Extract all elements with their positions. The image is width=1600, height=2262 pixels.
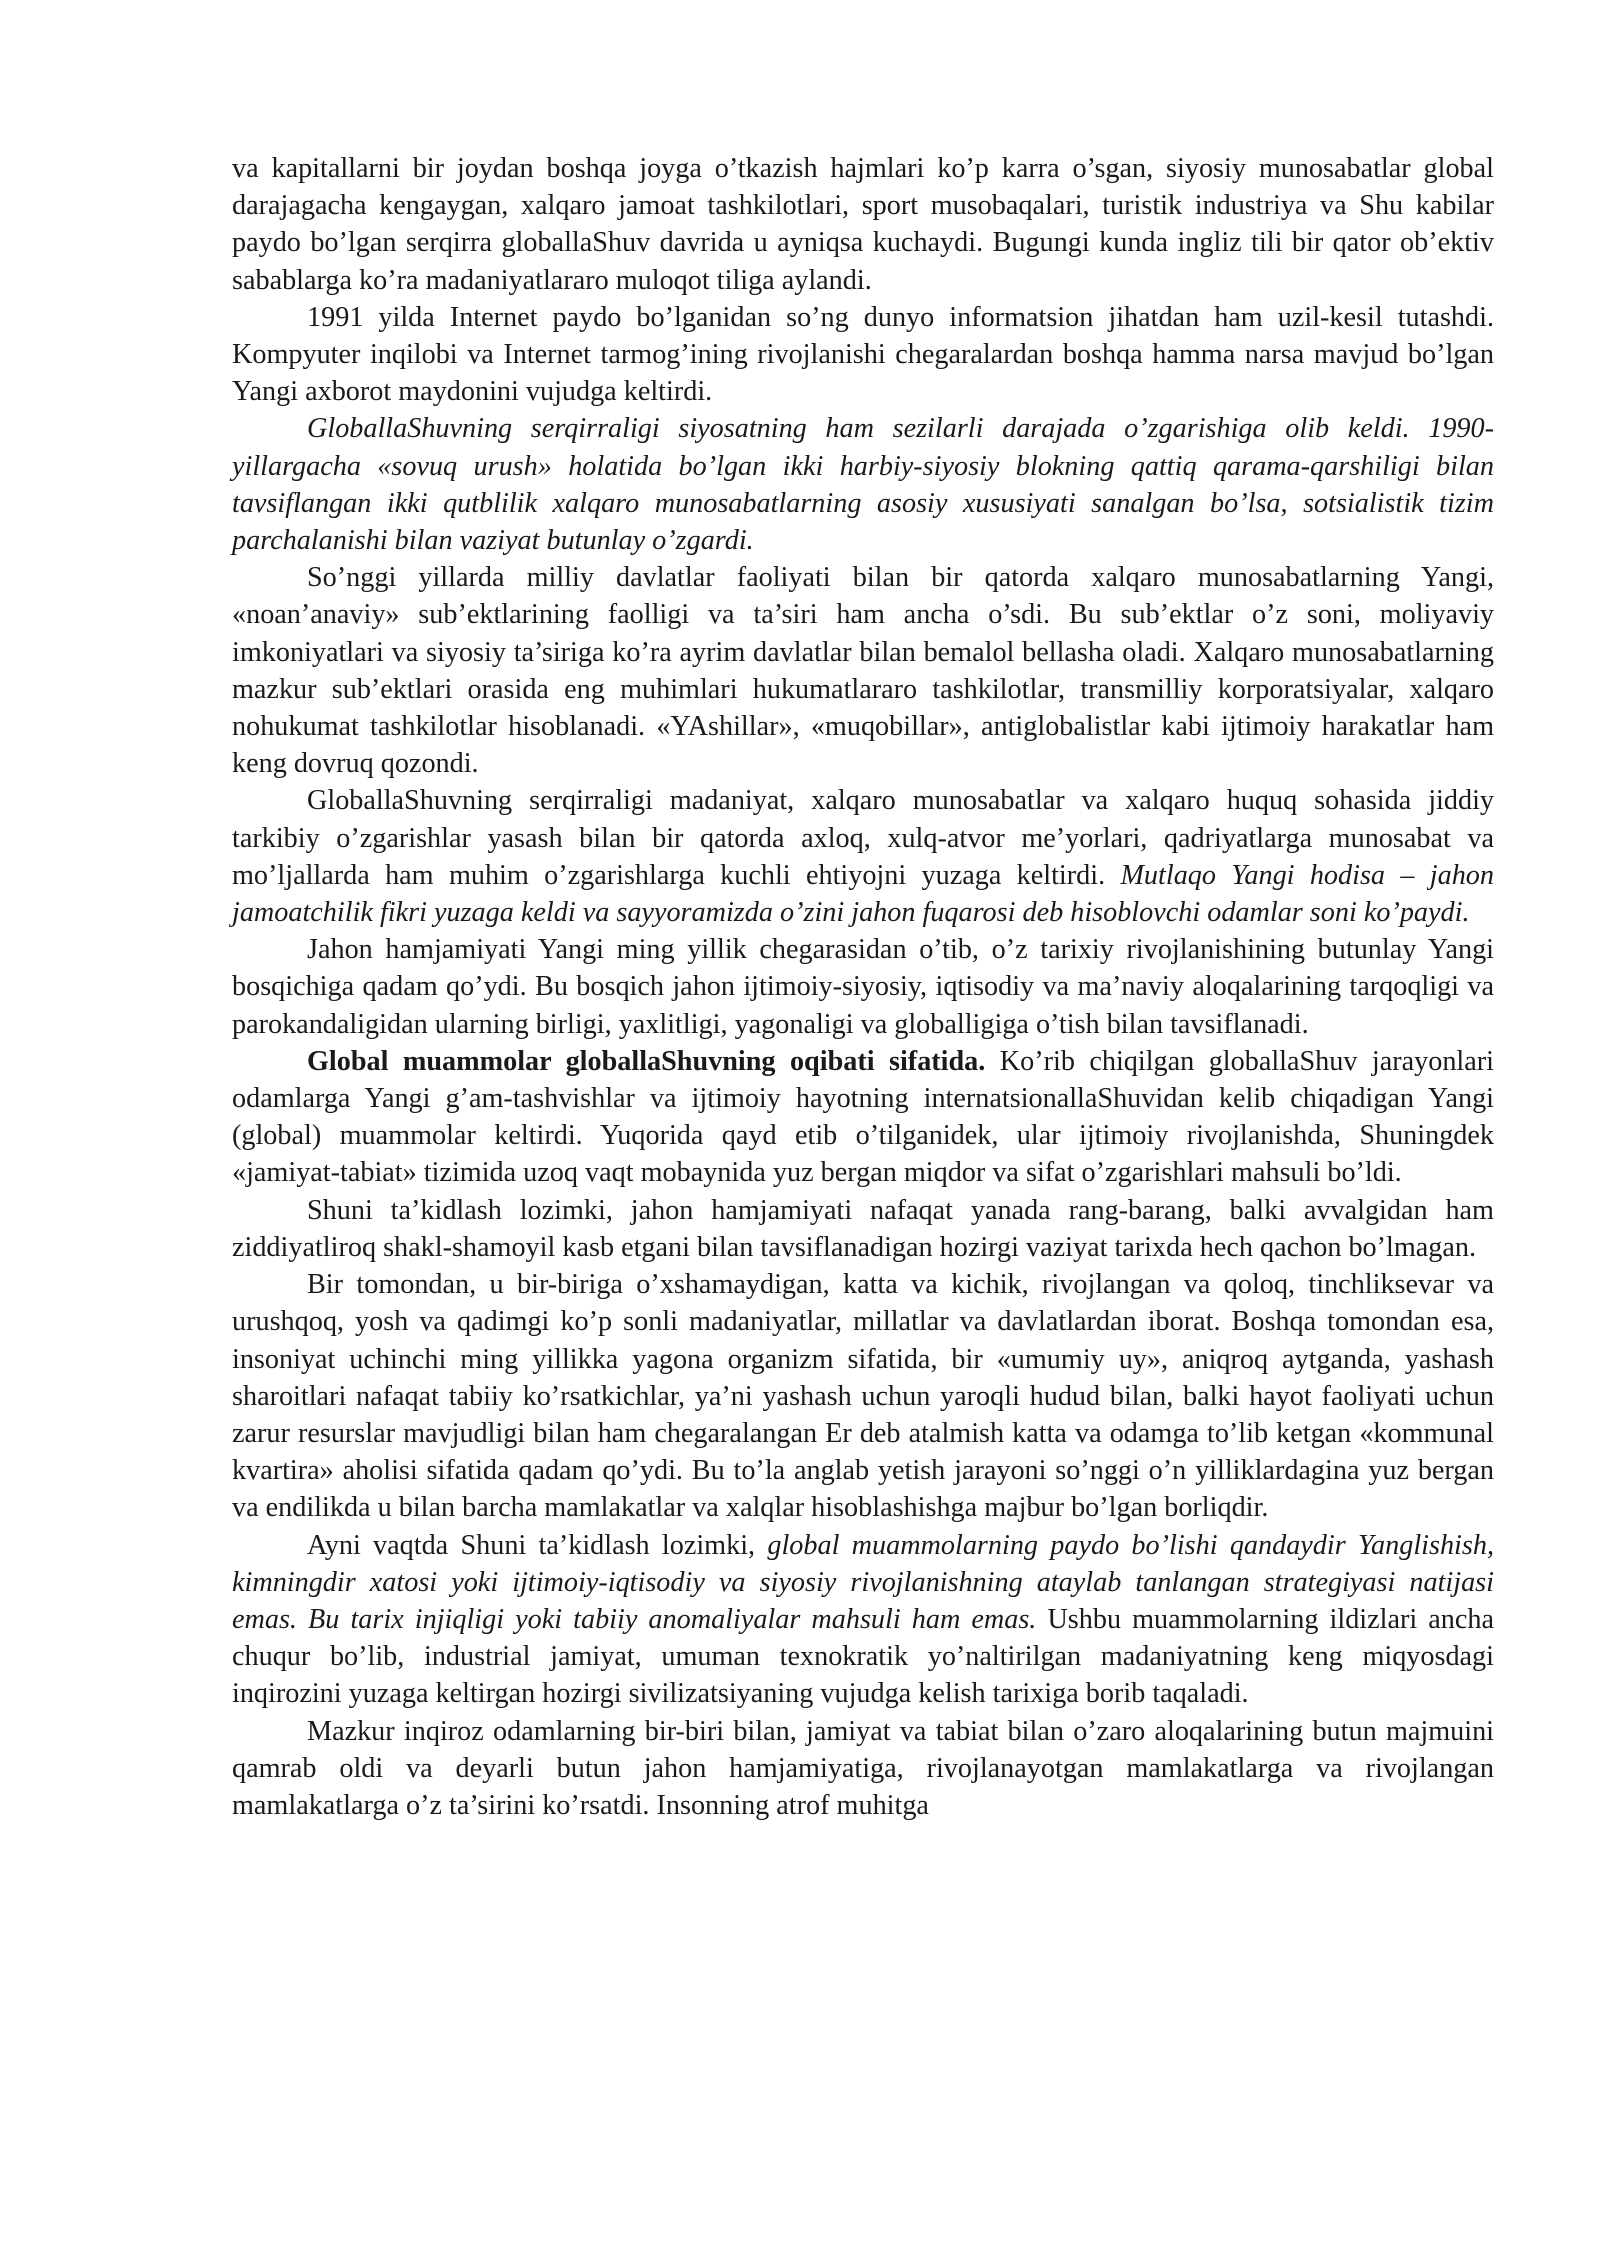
paragraph (232, 410, 1494, 559)
paragraph (232, 931, 1494, 1043)
paragraph (232, 1043, 1494, 1192)
text-run: Bir tomondan, u bir-biriga o’xshamaydigan, katta va kichik, rivojlangan va qoloq, tinchliksevar va urushqoq, yosh va qadimgi ko’p sonli madaniyatlar, millatlar va davlatlardan iborat. Boshqa tomondan esa, insoniyat uchinchi ming yillikka yagona organizm sifatida, bir «umumiy uy», aniqroq aytganda, yashash sharoitlari nafaqat tabiiy ko’rsatkichlar, ya’ni yashash uchun yaroqli hudud bilan, balki hayot faoliyati uchun zarur resurslar mavjudligi bilan ham chegaralangan Er deb atalmish katta va odamga to’lib ketgan «kommunal kvartira» aholisi sifatida qadam qo’ydi. Bu to’la anglab yetish jarayoni so’nggi o’n yilliklardagina yuz bergan va endilikda u bilan barcha mamlakatlar va xalqlar hisoblashishga majbur bo’lgan borliqdir. (232, 1269, 1494, 1524)
italic-text-run: GloballaShuvning serqirraligi siyosatning ham sezilarli darajada o’zgarishiga olib keldi. 1990-yillargacha «sovuq urush» holatida bo’lgan ikki harbiy-siyosiy blokning qattiq qarama-qarshiligi bilan tavsiflangan ikki qutblilik xalqaro munosabatlarning asosiy xususiyati sanalgan bo’lsa, sotsialistik tizim parchalanishi bilan vaziyat butunlay o’zgardi. (232, 413, 1494, 557)
paragraph (232, 1527, 1494, 1713)
text-run: Ko’rib chiqilgan globallaShuv jarayonlari odamlarga Yangi g’am-tashvishlar va ijtimoiy hayotning internatsionallaShuvidan kelib chiqadigan Yangi (global) muammolar keltirdi. Yuqorida qayd etib o’tilganidek, ular ijtimoiy rivojlanishda, Shuningdek «jamiyat-tabiat» tizimida uzoq vaqt mobaynida yuz bergan miqdor va sifat o’zgarishlari mahsuli bo’ldi. (232, 1045, 1494, 1189)
text-run: va kapitallarni bir joydan boshqa joyga o’tkazish hajmlari ko’p karra o’sgan, siyosiy munosabatlar global darajagacha kengaygan, xalqaro jamoat tashkilotlari, sport musobaqalari, turistik industriya va Shu kabilar paydo bo’lgan serqirra globallaShuv davrida u ayniqsa kuchaydi. Bugungi kunda ingliz tili bir qator ob’ektiv sabablarga ko’ra madaniyatlararo muloqot tiliga aylandi. (232, 153, 1494, 296)
paragraph (232, 1192, 1494, 1266)
paragraph (232, 299, 1494, 411)
paragraph (232, 782, 1494, 931)
text-run: Mazkur inqiroz odamlarning bir-biri bilan, jamiyat va tabiat bilan o’zaro aloqalarining butun majmuini qamrab oldi va deyarli butun jahon hamjamiyatiga, rivojlanayotgan mamlakatlarga va rivojlangan mamlakatlarga o’z ta’sirini ko’rsatdi. Insonning atrof muhitga (232, 1715, 1494, 1821)
paragraph (232, 1266, 1494, 1526)
italic-text-run: global muammolarning paydo bo’lishi qandaydir Yanglishish, kimningdir xatosi yoki ijtimoiy-iqtisodiy va siyosiy rivojlanishning ataylab tanlangan strategiyasi natijasi emas. Bu tarix injiqligi yoki tabiiy anomaliyalar mahsuli ham emas. (232, 1529, 1495, 1635)
italic-text-run: Mutlaqo Yangi hodisa – jahon jamoatchilik fikri yuzaga keldi va sayyoramizda o’zini jahon fuqarosi deb hisoblovchi odamlar soni ko’paydi. (232, 859, 1494, 929)
text-run: GloballaShuvning serqirraligi madaniyat, xalqaro munosabatlar va xalqaro huquq sohasida jiddiy tarkibiy o’zgarishlar yasash bilan bir qatorda axloq, xulq-atvor me’yorlari, qadriyatlarga munosabat va mo’ljallarda ham muhim o’zgarishlarga kuchli ehtiyojni yuzaga keltirdi. (232, 785, 1494, 891)
text-run: Jahon hamjamiyati Yangi ming yillik chegarasidan o’tib, o’z tarixiy rivojlanishining butunlay Yangi bosqichiga qadam qo’ydi. Bu bosqich jahon ijtimoiy-siyosiy, iqtisodiy va ma’naviy aloqalarining tarqoqligi va parokandaligidan ularning birligi, yaxlitligi, yagonaligi va globalligiga o’tish bilan tavsiflanadi. (232, 934, 1494, 1040)
section-heading-run: Global muammolar globallaShuvning oqibati sifatida. (307, 1045, 986, 1077)
text-run: Shuni ta’kidlash lozimki, jahon hamjamiyati nafaqat yanada rang-barang, balki avvalgidan ham ziddiyatliroq shakl-shamoyil kasb etgani bilan tavsiflanadigan hozirgi vaziyat tarixda hech qachon bo’lmagan. (232, 1194, 1494, 1263)
paragraph (232, 1713, 1494, 1825)
text-run: So’nggi yillarda milliy davlatlar faoliyati bilan bir qatorda xalqaro munosabatlarning Yangi, «noan’anaviy» sub’ektlarining faolligi va ta’siri ham ancha o’sdi. Bu sub’ektlar o’z soni, moliyaviy imkoniyatlari va siyosiy ta’siriga ko’ra ayrim davlatlar bilan bemalol bellasha oladi. Xalqaro munosabatlarning mazkur sub’ektlari orasida eng muhimlari hukumatlararo tashkilotlar, transmilliy korporatsiyalar, xalqaro nohukumat tashkilotlar hisoblanadi. «YAshillar», «muqobillar», antiglobalistlar kabi ijtimoiy harakatlar ham keng dovruq qozondi. (232, 562, 1494, 780)
document-page (232, 150, 1494, 1824)
text-run: Ushbu muammolarning ildizlari ancha chuqur bo’lib, industrial jamiyat, umuman texnokratik yo’naltirilgan madaniyatning keng miqyosdagi inqirozini yuzaga keltirgan hozirgi sivilizatsiyaning vujudga kelish tarixiga borib taqaladi. (232, 1603, 1494, 1710)
text-run: 1991 yilda Internet paydo bo’lganidan so’ng dunyo informatsion jihatdan ham uzil-kesil tutashdi. Kompyuter inqilobi va Internet tarmog’ining rivojlanishi chegaralardan boshqa hamma narsa mavjud bo’lgan Yangi axborot maydonini vujudga keltirdi. (232, 301, 1494, 408)
text-run: Ayni vaqtda Shuni ta’kidlash lozimki, (307, 1529, 768, 1561)
paragraph (232, 559, 1494, 782)
paragraph (232, 150, 1494, 299)
